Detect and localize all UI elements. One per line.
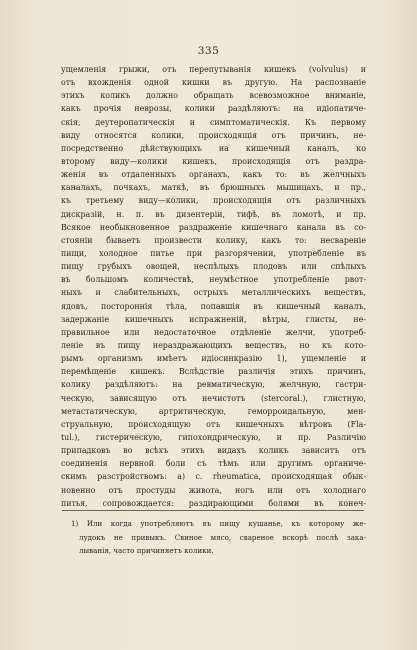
footnote-divider <box>62 510 364 511</box>
text-line: пищи, холодное питье при разгорячении, употребленіе въ <box>61 248 366 258</box>
footnote-line: 1) Или когда употребляютъ въ пищу кушанье, къ которому же- <box>71 519 366 528</box>
text-line: ущемленія грыжи, отъ перепутыванія кишекъ (volvulus) и <box>61 65 366 74</box>
text-line: питья, сопровождается: раздирающими болями въ конеч- <box>61 498 366 508</box>
text-line: женія въ отдаленныхъ органахъ, какъ то: въ желчныхъ <box>61 170 366 180</box>
text-line: леніе въ пищу нераздражающихъ веществъ, но къ кото- <box>61 340 366 350</box>
text-line: соединенія нервной боли съ тѣмъ или другимъ органиче- <box>61 459 366 469</box>
text-line: второму виду—колики кишекъ, происходящія отъ раздра- <box>61 156 366 166</box>
text-line: пищу грубыхъ овощей, неспѣлыхъ плодовъ или спѣлыхъ <box>61 262 366 272</box>
text-line: перемѣщеніе кишекъ. Вслѣдствіе различія этихъ причинъ, <box>61 367 366 377</box>
text-line: виду относятся колики, происходящія отъ причинъ, не- <box>61 130 366 140</box>
text-line: дискразій, н. п. въ дизентеріи, тифѣ, въ ломотѣ, и пр. <box>61 209 366 219</box>
text-line: скія, деутеропатическія и симптоматическія. Къ первому <box>61 117 366 127</box>
text-line: посредственно дѣйствующихъ на кишечный каналъ, ко <box>61 143 366 153</box>
text-line: новенно отъ простуды живота, ногъ или отъ холоднаго <box>61 485 366 495</box>
text-line: стояніи бываетъ произвести колику, какъ то: несвареніе <box>61 235 366 245</box>
text-line: припадковъ во всѣхъ этихъ видахъ коликъ зависитъ отъ <box>61 446 366 456</box>
text-line: ядовъ, постороннія тѣла, попавшія въ кишечный каналъ, <box>61 301 366 311</box>
text-line: ческую, зависящую отъ нечистотъ (stercoral.), глистную, <box>61 393 366 403</box>
text-line: какъ прочія неврозы, колики раздѣляютъ: на идіопатиче- <box>61 104 366 114</box>
text-line: скимъ разстройствомъ: а) с. rheumatica, происходящая обык- <box>61 472 366 482</box>
text-line: задержаніе кишечныхъ испражненій, вѣтры, глисты, не- <box>61 314 366 324</box>
text-line: колику раздѣляютъ: на ревматическую, желчную, гастри- <box>61 380 366 390</box>
text-line: этихъ коликъ должно обращать всевозможное вниманіе, <box>61 91 366 101</box>
footnote <box>61 517 366 558</box>
text-line: Всякое необыкновенное раздраженіе кишечнаго канала въ со- <box>61 222 366 232</box>
text-line: правильное или недостаточное отдѣленіе желчи, употреб- <box>61 327 366 337</box>
text-line: отъ вхожденія одной кишки въ другую. На распознаніе <box>61 78 366 88</box>
body-text <box>61 63 366 510</box>
footnote-line: лыванія, часто причиняетъ колики. <box>79 546 214 555</box>
text-line: къ третьему виду—колики, происходящія отъ различныхъ <box>61 196 366 206</box>
text-line: струальную, происходящую отъ кишечныхъ вѣтровъ (Fla- <box>61 419 366 429</box>
footnote-line: лудокъ не привыкъ. Свиное мясо, свареное вскорѣ послѣ зака- <box>79 532 366 542</box>
page-number: 335 <box>197 45 220 57</box>
text-line: каналахъ, почкахъ, маткѣ, въ брюшныхъ мышицахъ, и пр., <box>61 183 366 193</box>
text-line: ныхъ и слабительныхъ, острыхъ металлическихъ веществъ, <box>61 288 366 298</box>
text-line: tul.), гистерическую, гипохондрическую, и пр. Различію <box>61 432 366 442</box>
text-line: въ большомъ количествѣ, неумѣстное употребленіе рвот- <box>61 275 366 285</box>
text-line: метастатическую, артритическую, геморроидальную, мен- <box>61 406 366 416</box>
text-line: рымъ организмъ имѣетъ идіосинкразію 1), ущемленіе и <box>61 354 366 364</box>
